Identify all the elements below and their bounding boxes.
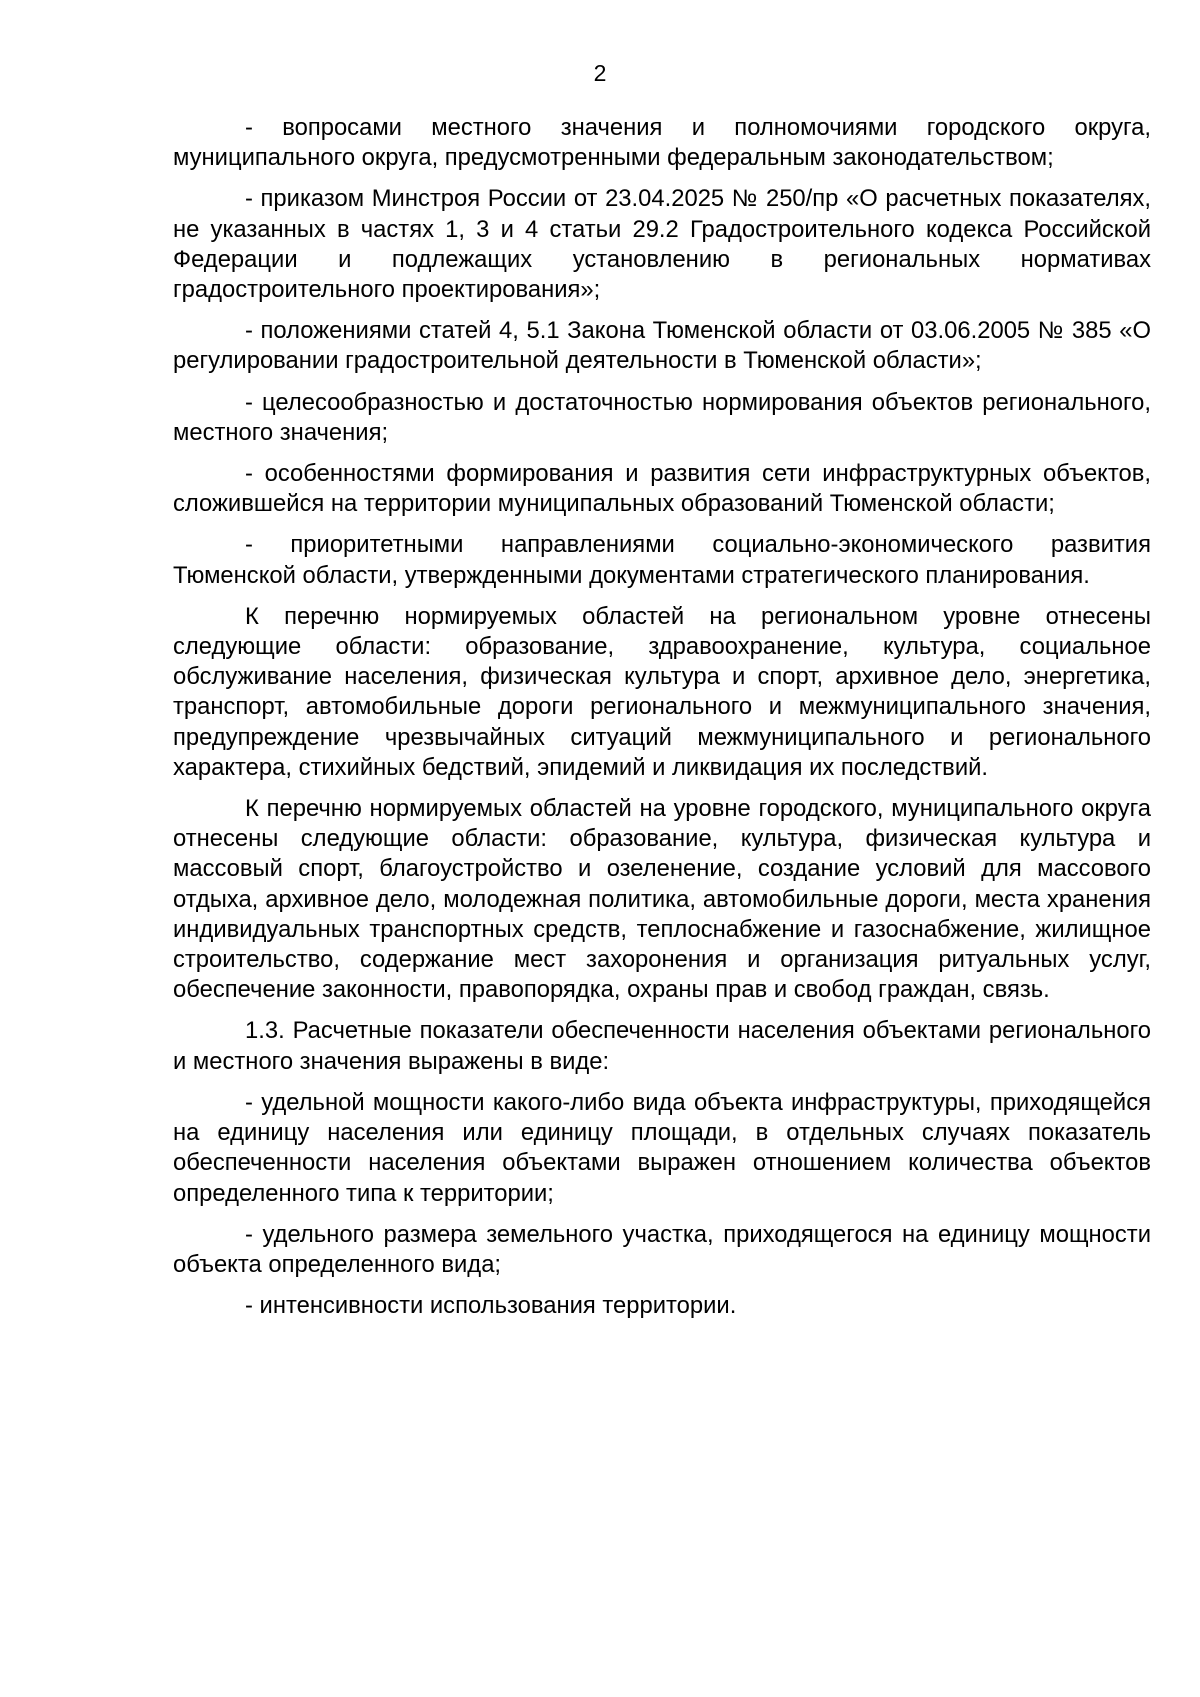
page-number: 2 <box>593 60 607 86</box>
paragraph-expediency: - целесообразностью и достаточностью нормирования объектов регионального, местного значения; <box>173 388 1151 446</box>
paragraph-local-significance: - вопросами местного значения и полномочиями городского округа, муниципального округа, предусмотренными федеральным законодательством; <box>173 114 1151 172</box>
paragraph-regional-areas: К перечню нормируемых областей на региональном уровне отнесены следующие области: образование, здравоохранение, культура, социальное обслуживание населения, физическая культура и спорт, архивное дело, энергетика, транспорт, автомобильные дороги регионального и межмуниципального значения, предупреждение чрезвычайных ситуаций межмуниципального и регионального характера, стихийных бедствий, эпидемий и ликвидация их последствий. <box>173 602 1151 781</box>
paragraph-specific-capacity: - удельной мощности какого-либо вида объекта инфраструктуры, приходящейся на единицу населения или единицу площади, в отдельных случаях показатель обеспеченности населения объектами выражен отношением количества объектов определенного типа к территории; <box>173 1088 1151 1207</box>
paragraph-tyumen-law: - положениями статей 4, 5.1 Закона Тюменской области от 03.06.2005 № 385 «О регулировании градостроительной деятельности в Тюменской области»; <box>173 317 1151 375</box>
paragraph-territory-intensity: - интенсивности использования территории. <box>245 1292 737 1320</box>
paragraph-section-1-3: 1.3. Расчетные показатели обеспеченности населения объектами регионального и местного значения выражены в виде: <box>173 1017 1151 1075</box>
paragraph-minstroy-order: - приказом Минстроя России от 23.04.2025 № 250/пр «О расчетных показателях, не указанных в частях 1, 3 и 4 статьи 29.2 Градостроительного кодекса Российской Федерации и подлежащих установлению в региональных нормативах градостроительного проектирования»; <box>173 185 1151 304</box>
document-body <box>173 113 1151 1332</box>
paragraph-land-plot-size: - удельного размера земельного участка, приходящегося на единицу мощности объекта определенного вида; <box>173 1220 1151 1278</box>
paragraph-priority-directions: - приоритетными направлениями социально-экономического развития Тюменской области, утвержденными документами стратегического планирования. <box>173 531 1151 589</box>
paragraph-municipal-areas: К перечню нормируемых областей на уровне городского, муниципального округа отнесены следующие области: образование, культура, физическая культура и массовый спорт, благоустройство и озеленение, создание условий для массового отдыха, архивное дело, молодежная политика, автомобильные дороги, места хранения индивидуальных транспортных средств, теплоснабжение и газоснабжение, жилищное строительство, содержание мест захоронения и организация ритуальных услуг, обеспечение законности, правопорядка, охраны прав и свобод граждан, связь. <box>173 795 1151 1004</box>
paragraph-infrastructure-features: - особенностями формирования и развития сети инфраструктурных объектов, сложившейся на территории муниципальных образований Тюменской области; <box>173 460 1151 518</box>
